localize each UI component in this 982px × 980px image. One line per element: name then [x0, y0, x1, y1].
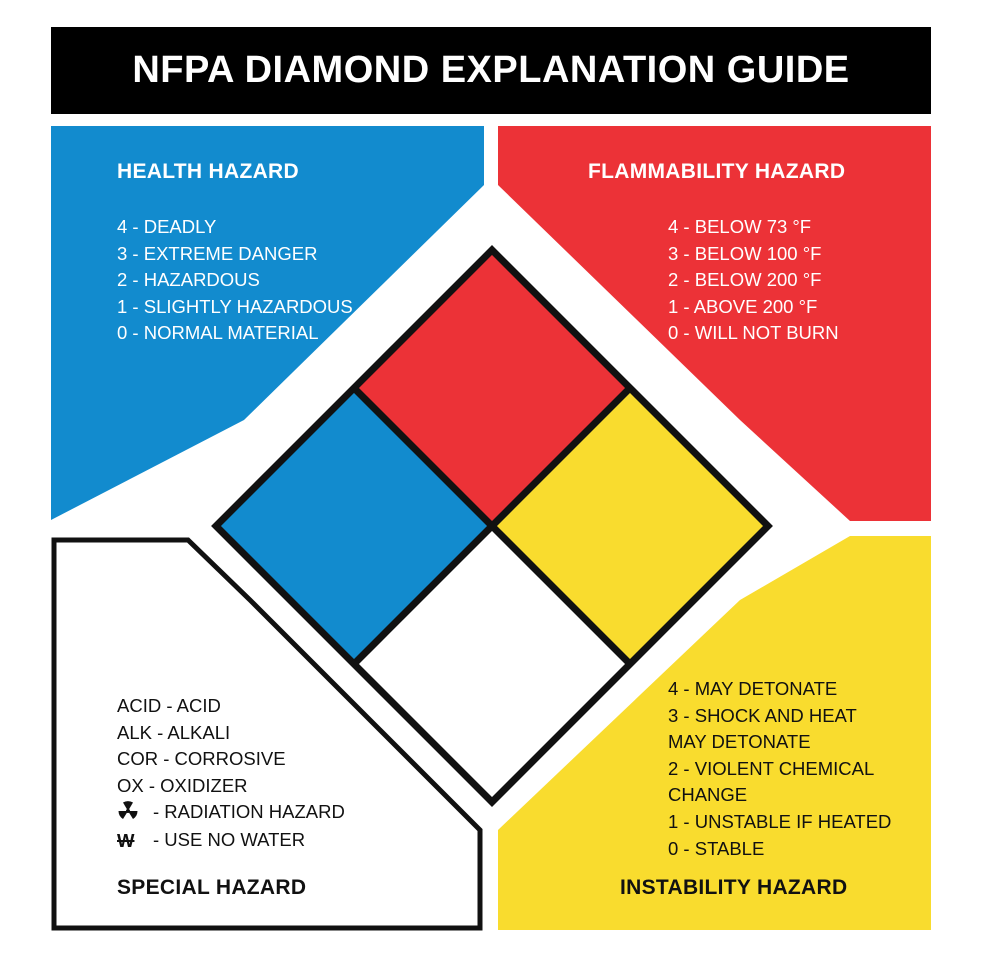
special-item-alk: ALK - ALKALI: [117, 721, 231, 743]
health-item-3: 3 - EXTREME DANGER: [117, 242, 318, 264]
special-item-radiation: [117, 799, 345, 827]
instability-item-1: 1 - UNSTABLE IF HEATED: [668, 810, 892, 832]
radiation-label: - RADIATION HAZARD: [153, 801, 345, 823]
flammability-item-1: 1 - ABOVE 200 °F: [668, 295, 818, 317]
flammability-heading: FLAMMABILITY HAZARD: [588, 160, 846, 183]
water-label: - USE NO WATER: [153, 829, 306, 851]
instability-item-2: 2 - VIOLENT CHEMICAL: [668, 757, 875, 779]
page-title: NFPA DIAMOND EXPLANATION GUIDE: [51, 27, 931, 114]
special-item-acid: ACID - ACID: [117, 695, 221, 716]
instability-item-3: 3 - SHOCK AND HEAT: [668, 704, 857, 726]
health-item-2: 2 - HAZARDOUS: [117, 269, 260, 291]
health-item-4: 4 - DEADLY: [117, 216, 217, 237]
health-heading: HEALTH HAZARD: [117, 160, 299, 183]
special-heading: SPECIAL HAZARD: [117, 876, 307, 899]
flammability-item-3: 3 - BELOW 100 °F: [668, 242, 822, 264]
special-item-water: [117, 827, 345, 854]
health-list: [117, 214, 353, 347]
instability-item-4: 4 - MAY DETONATE: [668, 678, 838, 699]
health-item-1: 1 - SLIGHTLY HAZARDOUS: [117, 295, 353, 317]
flammability-list: [668, 214, 839, 347]
instability-heading: INSTABILITY HAZARD: [620, 876, 848, 899]
flammability-item-2: 2 - BELOW 200 °F: [668, 269, 822, 291]
instability-item-2-cont: CHANGE: [668, 784, 748, 806]
flammability-item-0: 0 - WILL NOT BURN: [668, 322, 839, 344]
instability-item-3-cont: MAY DETONATE: [668, 731, 811, 753]
flammability-item-4: 4 - BELOW 73 °F: [668, 216, 812, 237]
special-item-ox: OX - OXIDIZER: [117, 774, 248, 796]
special-item-cor: COR - CORROSIVE: [117, 748, 286, 770]
health-item-0: 0 - NORMAL MATERIAL: [117, 322, 319, 344]
instability-item-0: 0 - STABLE: [668, 837, 765, 859]
radiation-icon: [117, 800, 153, 828]
special-list: [117, 693, 345, 855]
instability-list: [668, 676, 891, 862]
no-water-icon: W: [117, 830, 135, 852]
